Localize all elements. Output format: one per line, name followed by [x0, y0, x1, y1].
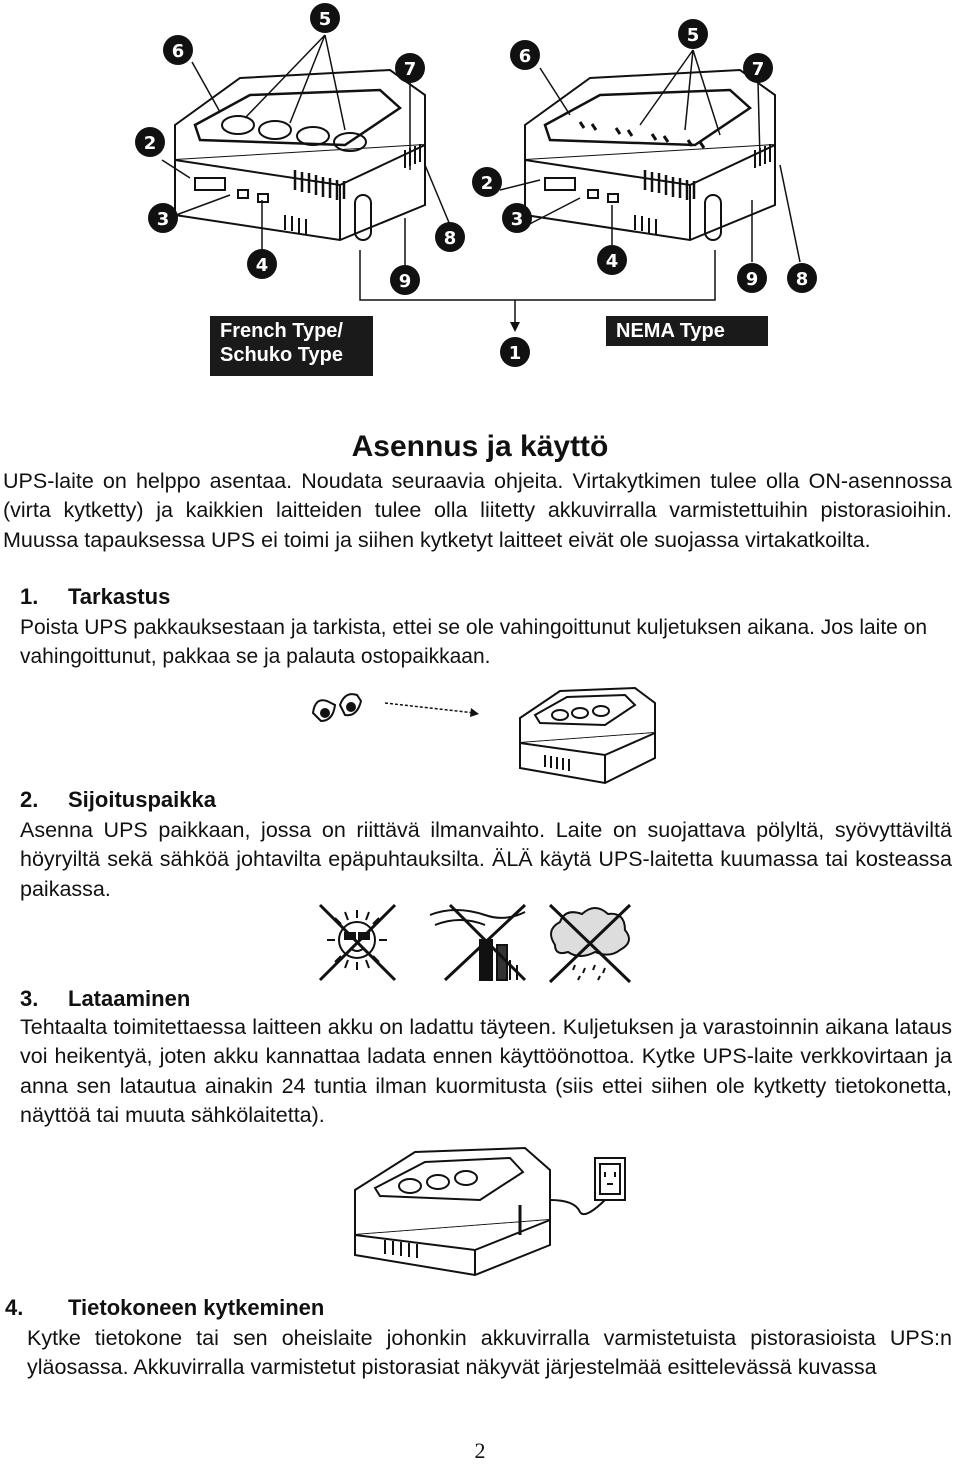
label-schuko-line2: Schuko Type	[220, 344, 343, 366]
eyes-icon	[313, 694, 361, 721]
ups-french-schuko-illustration	[175, 70, 425, 240]
callout-3-left	[148, 203, 178, 233]
no-moisture-icon	[550, 905, 630, 982]
no-heat-icon	[320, 905, 395, 980]
svg-text:9: 9	[398, 271, 412, 292]
svg-text:3: 3	[156, 209, 170, 230]
inspection-illustration	[305, 683, 665, 793]
svg-text:9: 9	[745, 269, 759, 290]
section-4-text: Kytke tietokone tai sen oheislaite johonkin akkuvirralla varmistetuista pistorasioista UPS:n yläosassa. Akkuvirralla varmistetut pistorasiat näkyvät järjestelmää esittelevässä kuvassa	[27, 1326, 952, 1380]
svg-text:4: 4	[255, 255, 269, 276]
callout-8-left	[435, 222, 465, 252]
environment-warnings	[315, 900, 645, 985]
callout-6-left	[163, 35, 193, 65]
callout-2-right	[472, 167, 502, 197]
section-2-text: Asenna UPS paikkaan, jossa on riittävä ilmanvaihto. Laite on suojattava pölyltä, syövyttäviltä höyryiltä sekä sähköä johtavilta epäpuhtauksilta. ÄLÄ käytä UPS-laitetta kuumassa tai kosteassa paikassa.	[20, 818, 952, 901]
callout-6-right	[510, 40, 540, 70]
svg-text:6: 6	[518, 46, 532, 67]
callout-3-right	[502, 203, 532, 233]
section-3-heading	[20, 985, 190, 1013]
svg-text:8: 8	[443, 228, 457, 249]
callout-9-left	[390, 265, 420, 295]
callout-4-right	[597, 245, 627, 275]
svg-text:5: 5	[686, 25, 700, 46]
section-3-title: Lataaminen	[68, 986, 191, 1011]
section-3-number: 3.	[20, 986, 39, 1011]
section-1-text: Poista UPS pakkauksestaan ja tarkista, ettei se ole vahingoittunut kuljetuksen aikana. Jos laite on vahingoittunut, pakkaa se ja palauta ostopaikkaan.	[20, 616, 928, 669]
svg-text:2: 2	[480, 173, 494, 194]
svg-text:1: 1	[508, 343, 522, 364]
no-corrosive-fumes-icon	[430, 905, 525, 980]
callout-9-right	[737, 263, 767, 293]
ups-nema-illustration	[525, 70, 775, 240]
callout-5-right	[678, 19, 708, 49]
section-4-number: 4.	[5, 1295, 24, 1320]
page-number: 2	[474, 1438, 486, 1463]
callout-2-left	[135, 127, 165, 157]
ups-small-icon	[520, 688, 655, 783]
svg-text:6: 6	[171, 41, 185, 62]
section-3-text: Tehtaalta toimitettaessa laitteen akku on ladattu täyteen. Kuljetuksen ja varastoinnin aikana lataus voi heikentyä, joten akku kannattaa ladata ennen käyttöönottoa. Kytke UPS-laite verkkovirtaan ja anna sen latautua ainakin 24 tuntia ilman kuormitusta (siis ettei siihen ole kytketty tietokonetta, näyttöä tai muuta sähkölaitetta).	[20, 1015, 952, 1127]
svg-text:7: 7	[403, 59, 417, 80]
charging-illustration	[345, 1140, 635, 1285]
page-title: Asennus ja käyttö	[351, 430, 609, 463]
label-french-schuko	[210, 316, 373, 376]
callout-5-left	[310, 3, 340, 33]
section-4-heading	[5, 1294, 324, 1322]
ups-charging-icon	[355, 1148, 550, 1275]
section-1-number: 1.	[20, 584, 39, 609]
section-4-title: Tietokoneen kytkeminen	[68, 1295, 325, 1320]
svg-text:4: 4	[605, 251, 619, 272]
callout-7-left	[395, 53, 425, 83]
svg-text:5: 5	[318, 9, 332, 30]
wall-outlet-icon	[595, 1158, 625, 1200]
svg-text:2: 2	[143, 133, 157, 154]
svg-text:7: 7	[751, 59, 765, 80]
section-1-heading	[20, 583, 170, 611]
label-nema: NEMA Type	[606, 316, 768, 346]
callout-7-right	[743, 53, 773, 83]
section-2-heading	[20, 786, 216, 814]
label-french-line1: French Type/	[220, 320, 343, 342]
section-2-number: 2.	[20, 787, 39, 812]
svg-text:3: 3	[510, 209, 524, 230]
callout-8-right	[787, 263, 817, 293]
callout-1-center	[500, 337, 530, 367]
ups-diagram	[0, 0, 960, 400]
section-1-title: Tarkastus	[68, 584, 171, 609]
callout-4-left	[247, 249, 277, 279]
section-2-title: Sijoituspaikka	[68, 787, 216, 812]
intro-paragraph: UPS-laite on helppo asentaa. Noudata seuraavia ohjeita. Virtakytkimen tulee olla ON-asennossa (virta kytketty) ja kaikkien laitteiden tulee olla liitetty akkuvirralla varmistettuihin pistorasioihin. Muussa tapauksessa UPS ei toimi ja siihen kytketyt laitteet eivät ole suojassa virtakatkoilta.	[3, 469, 952, 552]
svg-text:8: 8	[795, 269, 809, 290]
arrow-icon	[385, 703, 475, 713]
